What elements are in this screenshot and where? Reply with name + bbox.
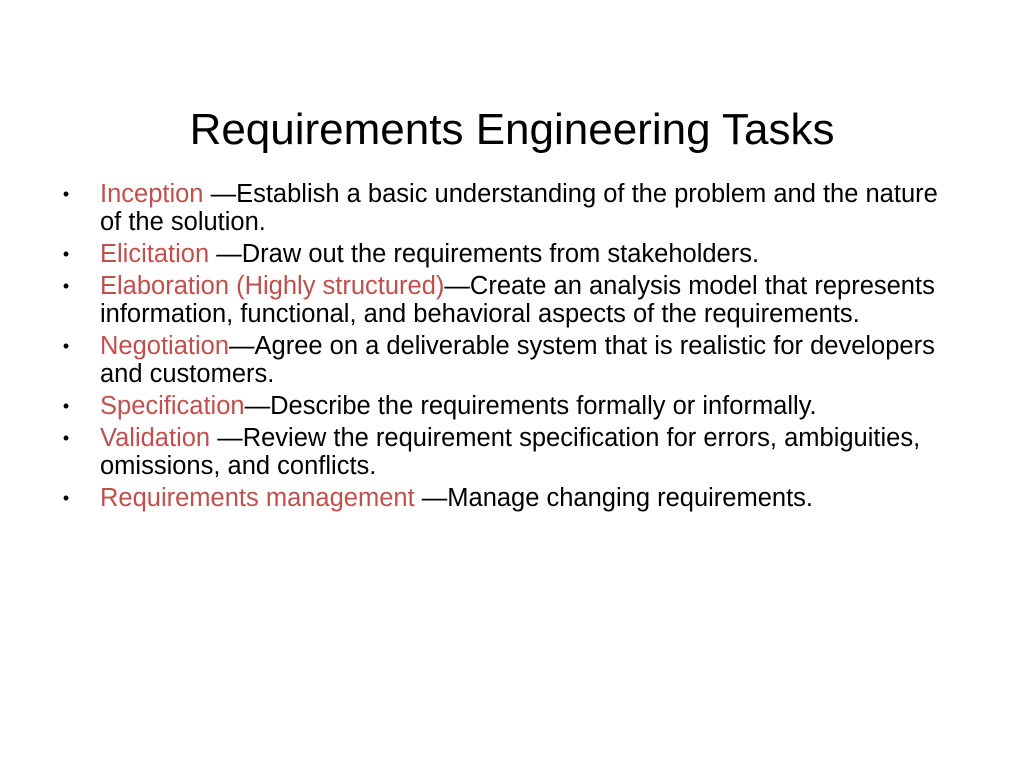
task-description: Review the requirement specification for errors, ambiguities, omissions, and conflicts. <box>100 424 921 480</box>
task-description: Manage changing requirements. <box>447 484 813 512</box>
task-term: Elaboration (Highly structured) <box>100 272 445 300</box>
task-term: Validation <box>100 424 211 452</box>
task-separator: — <box>414 484 448 512</box>
bullet-icon: • <box>62 488 70 508</box>
list-item <box>56 240 956 268</box>
task-separator: — <box>244 392 271 420</box>
task-separator: — <box>210 424 243 452</box>
task-term: Requirements management <box>100 484 415 512</box>
task-term: Negotiation <box>100 332 230 360</box>
list-item <box>56 392 956 420</box>
bullet-icon: • <box>62 428 70 448</box>
task-description: Agree on a deliverable system that is realistic for developers and customers. <box>100 332 935 388</box>
list-item <box>56 180 956 236</box>
bullet-icon: • <box>62 244 70 264</box>
task-separator: — <box>209 240 242 268</box>
task-list <box>56 180 956 516</box>
task-description: Establish a basic understanding of the problem and the nature of the solution. <box>100 180 938 236</box>
list-item <box>56 484 956 512</box>
bullet-icon: • <box>62 396 70 416</box>
task-separator: — <box>229 332 255 360</box>
bullet-icon: • <box>62 184 70 204</box>
task-separator: — <box>444 272 470 300</box>
task-term: Elicitation <box>100 240 210 268</box>
slide-title: Requirements Engineering Tasks <box>189 105 835 154</box>
list-item <box>56 332 956 388</box>
task-description: Create an analysis model that represents information, functional, and behavioral aspects of the requirements. <box>100 272 935 328</box>
bullet-icon: • <box>62 336 70 356</box>
bullet-icon: • <box>62 276 70 296</box>
task-term: Specification <box>100 392 245 420</box>
task-separator: — <box>203 180 237 208</box>
task-description: Describe the requirements formally or informally. <box>270 392 817 420</box>
list-item <box>56 424 956 480</box>
task-term: Inception <box>100 180 204 208</box>
task-description: Draw out the requirements from stakeholders. <box>241 240 760 268</box>
list-item <box>56 272 956 328</box>
